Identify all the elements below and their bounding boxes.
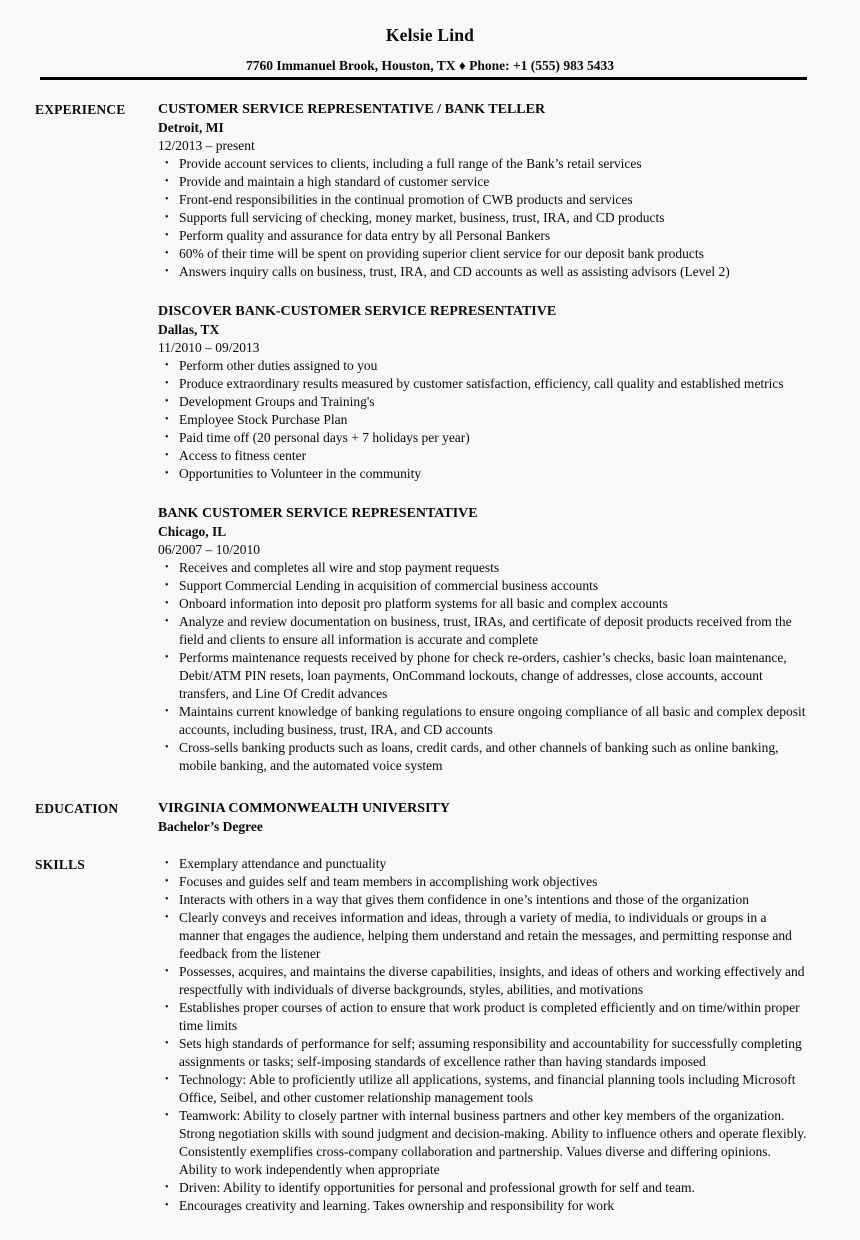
- experience-bullet-text: Provide and maintain a high standard of customer service: [179, 174, 490, 189]
- job-title: DISCOVER BANK-CUSTOMER SERVICE REPRESENTATIVE: [158, 304, 557, 319]
- skill-bullet: [158, 1071, 810, 1107]
- experience-bullet: [158, 411, 810, 429]
- experience-bullet-text: Analyze and review documentation on business, trust, IRAs, and certificate of deposit products received from the field and clients to ensure all information is accurate and complete: [179, 614, 792, 647]
- bullet-icon: •: [165, 894, 169, 905]
- resume-body: [0, 100, 860, 1215]
- experience-bullet: [158, 595, 810, 613]
- bullet-icon: •: [165, 396, 169, 407]
- experience-bullet: [158, 613, 810, 649]
- experience-bullet-text: Answers inquiry calls on business, trust, IRA, and CD accounts as well as assisting advisors (Level 2): [179, 264, 730, 279]
- section-experience: [0, 100, 860, 775]
- experience-bullet-text: Maintains current knowledge of banking regulations to ensure ongoing compliance of all basic and complex deposit accounts, including business, trust, IRA, and CD accounts: [179, 704, 806, 737]
- experience-bullet-text: Front-end responsibilities in the continual promotion of CWB products and services: [179, 192, 633, 207]
- contact-line: 7760 Immanuel Brook, Houston, TX ♦ Phone: +1 (555) 983 5433: [245, 58, 615, 73]
- job-dates: 12/2013 – present: [158, 138, 255, 153]
- bullet-icon: •: [165, 706, 169, 717]
- experience-bullet: [158, 375, 810, 393]
- section-skills: [0, 855, 860, 1215]
- experience-bullet: [158, 227, 810, 245]
- bullet-icon: •: [165, 598, 169, 609]
- bullet-icon: •: [165, 468, 169, 479]
- skills-content: [158, 855, 810, 1215]
- bullet-icon: •: [165, 1182, 169, 1193]
- experience-bullet: [158, 245, 810, 263]
- experience-content: [158, 100, 810, 775]
- job-entry: [158, 504, 810, 775]
- job-location: Chicago, IL: [158, 524, 227, 539]
- skill-bullet: [158, 963, 810, 999]
- experience-bullet-text: Receives and completes all wire and stop payment requests: [179, 560, 500, 575]
- bullet-icon: •: [165, 1038, 169, 1049]
- bullet-icon: •: [165, 966, 169, 977]
- experience-bullet-text: Support Commercial Lending in acquisition of commercial business accounts: [179, 578, 599, 593]
- skill-bullet-text: Encourages creativity and learning. Takes ownership and responsibility for work: [179, 1198, 615, 1213]
- bullet-icon: •: [165, 876, 169, 887]
- bullet-icon: •: [165, 1110, 169, 1121]
- job-entry: [158, 100, 810, 281]
- skill-bullet-text: Clearly conveys and receives information and ideas, through a variety of media, to individuals or groups in a manner that engages the audience, helping them understand and retain the messages, and permitting response and feedback from the listener: [179, 910, 792, 961]
- skill-bullet-text: Exemplary attendance and punctuality: [179, 856, 387, 871]
- skill-bullet-text: Teamwork: Ability to closely partner with internal business partners and other key members of the organization. Strong negotiation skills with sound judgment and decision-making. Ability to influence others and operate flexibly. Consistently exemplifies cross-company collaboration and partnership. Values diverse and differing opinions. Ability to work independently when appropriate: [179, 1108, 807, 1177]
- section-label-skills: SKILLS: [35, 857, 85, 872]
- skill-bullet-text: Driven: Ability to identify opportunities for personal and professional growth for self and team.: [179, 1180, 695, 1195]
- experience-bullet-text: Employee Stock Purchase Plan: [179, 412, 348, 427]
- experience-bullet-text: Cross-sells banking products such as loans, credit cards, and other channels of banking such as online banking, mobile banking, and the automated voice system: [179, 740, 779, 773]
- experience-bullet-text: Perform other duties assigned to you: [179, 358, 378, 373]
- experience-bullet: [158, 155, 810, 173]
- bullet-icon: •: [165, 450, 169, 461]
- bullet-icon: •: [165, 378, 169, 389]
- experience-bullet: [158, 191, 810, 209]
- bullet-icon: •: [165, 158, 169, 169]
- skill-bullet-text: Focuses and guides self and team members in accomplishing work objectives: [179, 874, 598, 889]
- bullet-icon: •: [165, 266, 169, 277]
- bullet-icon: •: [165, 912, 169, 923]
- job-bullet-list: [158, 155, 810, 281]
- skill-bullet-text: Establishes proper courses of action to ensure that work product is completed efficiently and on time/within proper time limits: [179, 1000, 800, 1033]
- bullet-icon: •: [165, 1074, 169, 1085]
- degree-name: Bachelor’s Degree: [158, 819, 263, 834]
- candidate-name: Kelsie Lind: [385, 25, 475, 45]
- experience-bullet-text: Perform quality and assurance for data entry by all Personal Bankers: [179, 228, 551, 243]
- experience-bullet-text: Performs maintenance requests received by phone for check re-orders, cashier’s checks, basic loan maintenance, Debit/ATM PIN resets, loan payments, OnCommand lockouts, change of addresses, close accounts, account transfers, and Line Of Credit advances: [179, 650, 787, 701]
- experience-bullet-text: Supports full servicing of checking, money market, business, trust, IRA, and CD products: [179, 210, 665, 225]
- bullet-icon: •: [165, 742, 169, 753]
- skill-bullet: [158, 1107, 810, 1179]
- experience-bullet-text: Paid time off (20 personal days + 7 holidays per year): [179, 430, 470, 445]
- experience-bullet-text: Provide account services to clients, including a full range of the Bank’s retail services: [179, 156, 642, 171]
- skill-bullet: [158, 1197, 810, 1215]
- experience-bullet: [158, 559, 810, 577]
- job-location: Dallas, TX: [158, 322, 220, 337]
- section-label-education: EDUCATION: [35, 801, 119, 816]
- section-education: [0, 799, 860, 836]
- resume-header: [0, 0, 860, 80]
- education-content: [158, 799, 810, 836]
- skill-bullet: [158, 855, 810, 873]
- experience-bullet-text: 60% of their time will be spent on providing superior client service for our deposit bank products: [179, 246, 704, 261]
- bullet-icon: •: [165, 652, 169, 663]
- bullet-icon: •: [165, 580, 169, 591]
- experience-bullet: [158, 429, 810, 447]
- job-dates: 06/2007 – 10/2010: [158, 542, 261, 557]
- experience-bullet: [158, 209, 810, 227]
- skill-bullet: [158, 909, 810, 963]
- experience-bullet-text: Opportunities to Volunteer in the community: [179, 466, 422, 481]
- bullet-icon: •: [165, 248, 169, 259]
- bullet-icon: •: [165, 212, 169, 223]
- section-label-experience: EXPERIENCE: [35, 102, 126, 117]
- experience-bullet-text: Development Groups and Training's: [179, 394, 375, 409]
- job-entry: [158, 302, 810, 483]
- experience-bullet: [158, 173, 810, 191]
- experience-bullet-text: Onboard information into deposit pro platform systems for all basic and complex accounts: [179, 596, 668, 611]
- bullet-icon: •: [165, 616, 169, 627]
- header-divider: [40, 77, 807, 80]
- experience-bullet: [158, 465, 810, 483]
- skill-bullet-text: Interacts with others in a way that gives them confidence in one’s intentions and those of the organization: [179, 892, 749, 907]
- job-title: CUSTOMER SERVICE REPRESENTATIVE / BANK TELLER: [158, 102, 546, 117]
- experience-bullet: [158, 393, 810, 411]
- skill-bullet-text: Sets high standards of performance for self; assuming responsibility and accountability for successfully completing assignments or tasks; self-imposing standards of excellence rather than having standards imposed: [179, 1036, 802, 1069]
- experience-bullet-text: Produce extraordinary results measured by customer satisfaction, efficiency, call quality and established metrics: [179, 376, 784, 391]
- job-title: BANK CUSTOMER SERVICE REPRESENTATIVE: [158, 506, 478, 521]
- school-name: VIRGINIA COMMONWEALTH UNIVERSITY: [158, 801, 450, 816]
- experience-bullet: [158, 703, 810, 739]
- experience-bullet: [158, 447, 810, 465]
- bullet-icon: •: [165, 432, 169, 443]
- skill-bullet-text: Technology: Able to proficiently utilize all applications, systems, and financial planning tools including Microsoft Office, Seibel, and other customer relationship management tools: [179, 1072, 796, 1105]
- skill-bullet: [158, 891, 810, 909]
- experience-bullet: [158, 263, 810, 281]
- bullet-icon: •: [165, 1200, 169, 1211]
- skill-bullet-text: Possesses, acquires, and maintains the diverse capabilities, insights, and ideas of others and working effectively and respectfully with individuals of diverse backgrounds, styles, abilities, and motivations: [179, 964, 805, 997]
- job-bullet-list: [158, 357, 810, 483]
- bullet-icon: •: [165, 176, 169, 187]
- job-dates: 11/2010 – 09/2013: [158, 340, 260, 355]
- bullet-icon: •: [165, 1002, 169, 1013]
- job-location: Detroit, MI: [158, 120, 224, 135]
- experience-bullet: [158, 649, 810, 703]
- bullet-icon: •: [165, 230, 169, 241]
- skill-bullet: [158, 1179, 810, 1197]
- skill-bullet: [158, 999, 810, 1035]
- skill-bullet: [158, 873, 810, 891]
- experience-bullet: [158, 739, 810, 775]
- experience-bullet: [158, 357, 810, 375]
- bullet-icon: •: [165, 414, 169, 425]
- experience-bullet: [158, 577, 810, 595]
- bullet-icon: •: [165, 562, 169, 573]
- skill-bullet: [158, 1035, 810, 1071]
- bullet-icon: •: [165, 360, 169, 371]
- skills-list: [158, 855, 810, 1215]
- job-bullet-list: [158, 559, 810, 775]
- bullet-icon: •: [165, 858, 169, 869]
- bullet-icon: •: [165, 194, 169, 205]
- experience-bullet-text: Access to fitness center: [179, 448, 307, 463]
